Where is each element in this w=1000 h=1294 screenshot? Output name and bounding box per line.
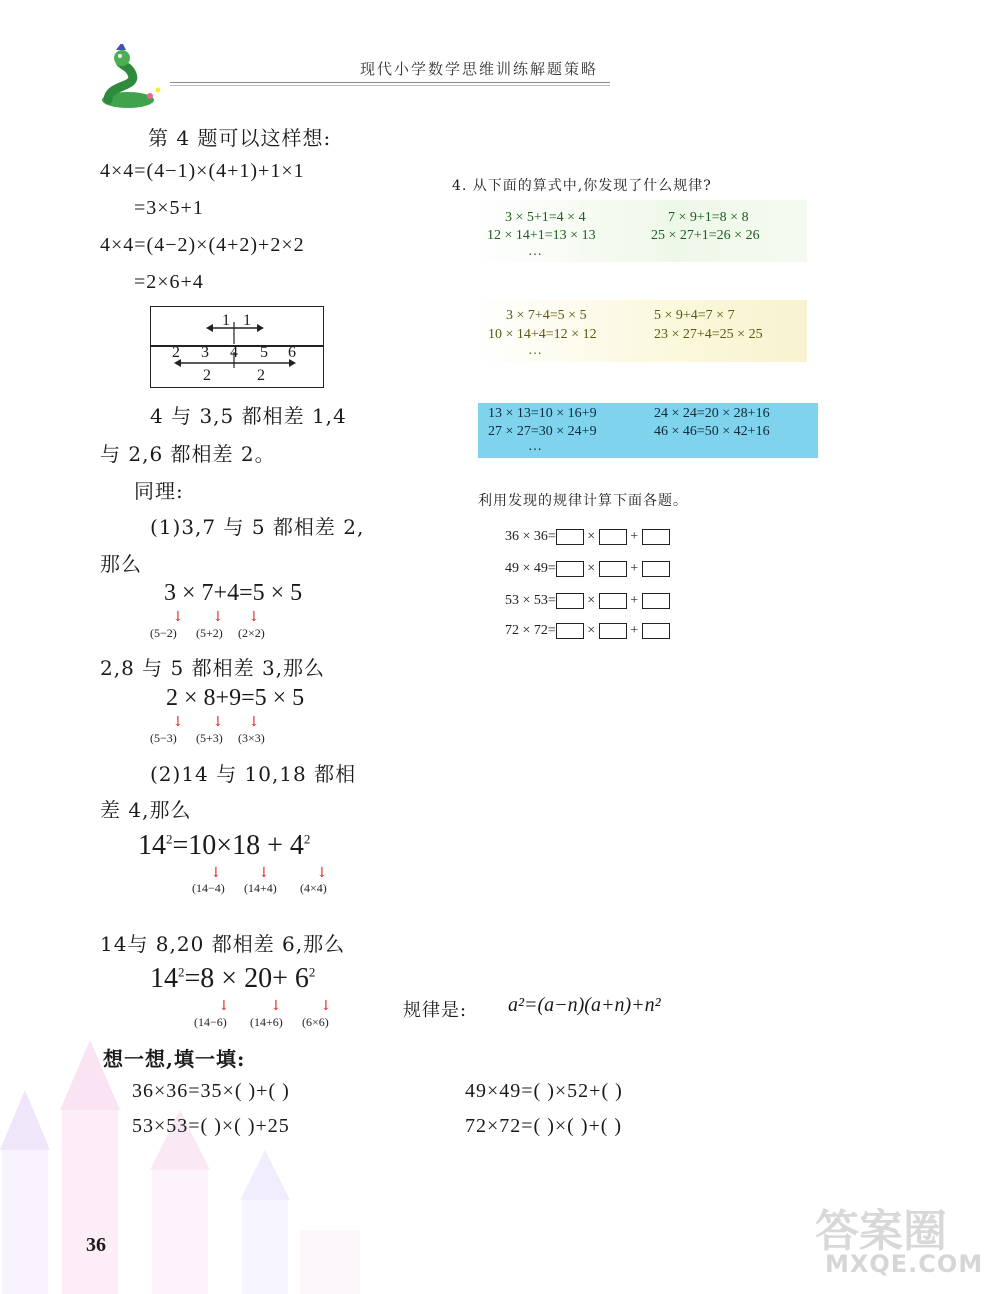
intro-text: 第 4 题可以这样想: — [148, 126, 332, 150]
similarly-label: 同理: — [134, 479, 184, 503]
watermark-logo: 答案圈 — [815, 1206, 947, 1257]
formula-3-rest: =10×18 + 4 — [172, 830, 304, 861]
practice-q4: 72×72=( )×( )+( ) — [465, 1115, 623, 1137]
answer-box[interactable] — [642, 623, 670, 639]
g1-ellipsis: … — [528, 244, 542, 259]
case-2b-text: 14与 8,20 都相差 6,那么 — [100, 932, 346, 956]
formula-2: 2 × 8+9=5 × 5 — [166, 685, 305, 711]
formula-3-label-3: (4×4) — [300, 881, 327, 895]
g2-eq-2: 5 × 9+4=7 × 7 — [654, 308, 735, 323]
down-arrow-icon: ↓ — [172, 609, 184, 625]
g2-eq-3: 10 × 14+4=12 × 12 — [488, 327, 597, 342]
formula-3-exp-2: 2 — [303, 831, 311, 847]
g3-eq-1: 13 × 13=10 × 16+9 — [488, 406, 597, 421]
answer-box[interactable] — [642, 561, 670, 577]
rule-label: 规律是: — [403, 1000, 468, 1021]
formula-4 — [150, 963, 315, 995]
formula-3 — [138, 830, 310, 862]
numline-top-diff-2: 1 — [243, 312, 251, 329]
formula-4-label-3: (6×6) — [302, 1015, 329, 1029]
case-1-then: 那么 — [100, 552, 142, 576]
calc-row-1-label: 36 × 36= — [505, 529, 556, 545]
plus-sign: + — [630, 529, 639, 545]
numline-bottom-diff-2: 2 — [257, 367, 265, 384]
page-number: 36 — [86, 1234, 106, 1256]
calc-row-4-label: 72 × 72= — [505, 623, 556, 639]
formula-2-label-1: (5−3) — [150, 731, 177, 745]
formula-4-label-1: (14−6) — [194, 1015, 227, 1029]
numline-bottom-diff-1: 2 — [203, 367, 211, 384]
g3-ellipsis: … — [528, 439, 542, 454]
case-2-text: (2)14 与 10,18 都相 — [150, 762, 357, 786]
practice-q2: 49×49=( )×52+( ) — [465, 1080, 623, 1102]
answer-box[interactable] — [599, 623, 627, 639]
times-sign: × — [587, 623, 596, 639]
down-arrow-icon: ↓ — [172, 714, 184, 730]
numline-tick-2: 2 — [172, 344, 180, 361]
calc-row-3 — [505, 593, 670, 609]
g1-eq-2: 7 × 9+1=8 × 8 — [668, 210, 749, 225]
times-sign: × — [587, 561, 596, 577]
answer-box[interactable] — [556, 593, 584, 609]
answer-box[interactable] — [556, 529, 584, 545]
times-sign: × — [587, 593, 596, 609]
g3-eq-4: 46 × 46=50 × 42+16 — [654, 424, 770, 439]
formula-4-exp-2: 2 — [308, 964, 316, 980]
g1-eq-1: 3 × 5+1=4 × 4 — [505, 210, 586, 225]
g2-ellipsis: … — [528, 343, 542, 358]
practice-title: 想一想,填一填: — [103, 1047, 246, 1071]
numline-tick-5: 5 — [260, 344, 268, 361]
down-arrow-icon: ↓ — [258, 865, 270, 881]
formula-4-base: 14 — [150, 963, 178, 994]
calc-row-3-label: 53 × 53= — [505, 593, 556, 609]
header-rule-secondary — [170, 85, 610, 86]
formula-1-label-1: (5−2) — [150, 626, 177, 640]
watermark-url: MXQE.COM — [825, 1250, 984, 1278]
down-arrow-icon: ↓ — [320, 998, 332, 1014]
case-2-then: 差 4,那么 — [100, 798, 192, 822]
answer-box[interactable] — [599, 593, 627, 609]
case-1b-text: 2,8 与 5 都相差 3,那么 — [100, 656, 326, 680]
answer-box[interactable] — [642, 593, 670, 609]
down-arrow-icon: ↓ — [210, 865, 222, 881]
formula-3-label-1: (14−4) — [192, 881, 225, 895]
numline-tick-6: 6 — [288, 344, 296, 361]
equation-1: 4×4=(4−1)×(4+1)+1×1 — [100, 160, 305, 182]
formula-4-rest: =8 × 20+ 6 — [184, 963, 309, 994]
snake-mascot-icon — [98, 44, 170, 114]
answer-box[interactable] — [642, 529, 670, 545]
answer-box[interactable] — [556, 623, 584, 639]
numline-top-diff-1: 1 — [222, 312, 230, 329]
calc-row-1 — [505, 529, 670, 545]
use-rule-text: 利用发现的规律计算下面各题。 — [478, 493, 688, 509]
g1-eq-3: 12 × 14+1=13 × 13 — [487, 228, 596, 243]
down-arrow-icon: ↓ — [248, 714, 260, 730]
equation-1-result: =3×5+1 — [134, 197, 204, 219]
down-arrow-icon: ↓ — [316, 865, 328, 881]
calc-row-4 — [505, 623, 670, 639]
rule-formula: a²=(a−n)(a+n)+n² — [508, 994, 661, 1016]
explain-line-2: 与 2,6 都相差 2。 — [100, 442, 276, 466]
down-arrow-icon: ↓ — [270, 998, 282, 1014]
numline-tick-3: 3 — [201, 344, 209, 361]
down-arrow-icon: ↓ — [218, 998, 230, 1014]
formula-3-exp: 2 — [166, 831, 173, 847]
times-sign: × — [587, 529, 596, 545]
calc-row-2-label: 49 × 49= — [505, 561, 556, 577]
plus-sign: + — [630, 561, 639, 577]
question-4: 4. 从下面的算式中,你发现了什么规律? — [452, 178, 712, 194]
g3-eq-2: 24 × 24=20 × 28+16 — [654, 406, 770, 421]
formula-1-label-3: (2×2) — [238, 626, 265, 640]
header-rule — [170, 82, 610, 83]
formula-4-label-2: (14+6) — [250, 1015, 283, 1029]
g2-eq-1: 3 × 7+4=5 × 5 — [506, 308, 587, 323]
numline-tick-4: 4 — [230, 344, 238, 361]
g3-eq-3: 27 × 27=30 × 24+9 — [488, 424, 597, 439]
formula-3-label-2: (14+4) — [244, 881, 277, 895]
formula-1: 3 × 7+4=5 × 5 — [164, 580, 303, 606]
answer-box[interactable] — [556, 561, 584, 577]
answer-box[interactable] — [599, 529, 627, 545]
answer-box[interactable] — [599, 561, 627, 577]
practice-q3: 53×53=( )×( )+25 — [132, 1115, 290, 1137]
formula-2-label-2: (5+3) — [196, 731, 223, 745]
plus-sign: + — [630, 593, 639, 609]
explain-line-1: 4 与 3,5 都相差 1,4 — [150, 404, 347, 428]
g2-eq-4: 23 × 27+4=25 × 25 — [654, 327, 763, 342]
down-arrow-icon: ↓ — [212, 714, 224, 730]
formula-2-label-3: (3×3) — [238, 731, 265, 745]
g1-eq-4: 25 × 27+1=26 × 26 — [651, 228, 760, 243]
down-arrow-icon: ↓ — [248, 609, 260, 625]
formula-1-label-2: (5+2) — [196, 626, 223, 640]
book-title: 现代小学数学思维训练解题策略 — [360, 60, 599, 78]
practice-q1: 36×36=35×( )+( ) — [132, 1080, 290, 1102]
formula-3-base: 14 — [138, 830, 166, 861]
plus-sign: + — [630, 623, 639, 639]
formula-4-exp: 2 — [178, 964, 185, 980]
equation-2: 4×4=(4−2)×(4+2)+2×2 — [100, 234, 305, 256]
equation-2-result: =2×6+4 — [134, 271, 204, 293]
calc-row-2 — [505, 561, 670, 577]
case-1-text: (1)3,7 与 5 都相差 2, — [150, 515, 365, 539]
down-arrow-icon: ↓ — [212, 609, 224, 625]
